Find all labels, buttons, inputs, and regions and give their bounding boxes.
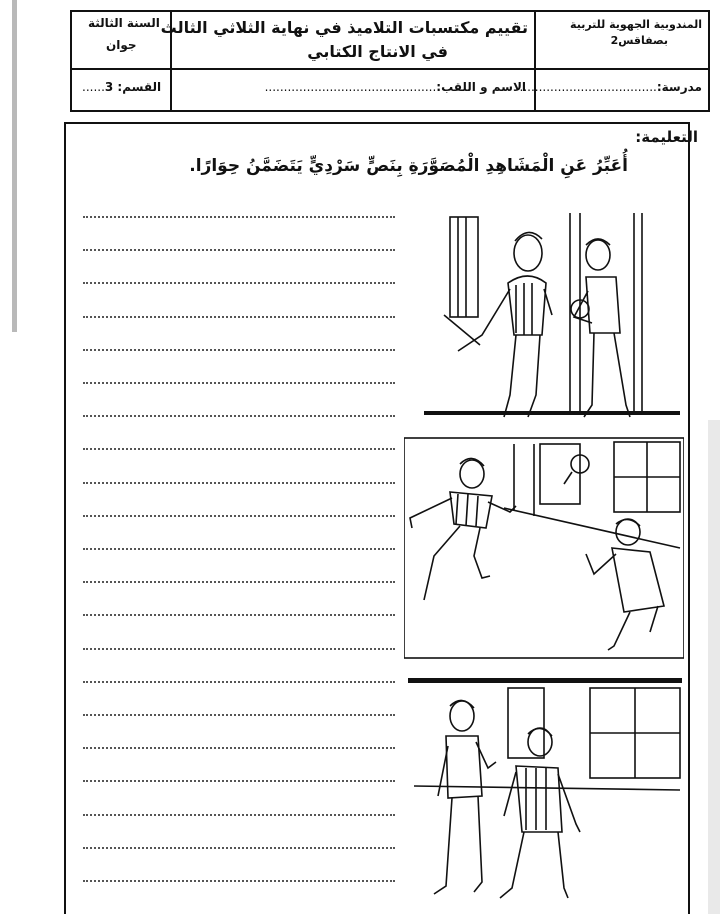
- writing-line[interactable]: [83, 780, 395, 782]
- writing-line[interactable]: [83, 415, 395, 417]
- month-label: جوان: [106, 38, 137, 52]
- directorate-line1: المندوبية الجهوية للتربية: [570, 18, 702, 31]
- instruction-text: أُعَبِّرُ عَنِ الْمَشَاهِدِ الْمُصَوَّرَةِ بِنَصٍّ سَرْدِيٍّ يَتَضَمَّنُ حِوَارًا.: [189, 156, 628, 176]
- writing-line[interactable]: [83, 382, 395, 384]
- picture-scene-2: [404, 436, 684, 660]
- writing-line[interactable]: [83, 316, 395, 318]
- name-field[interactable]: [265, 80, 526, 94]
- exam-title: تقييم مكتسبات التلاميذ في نهاية الثلاثي الثالث: [160, 18, 528, 37]
- class-dots: ......: [82, 80, 105, 94]
- writing-line[interactable]: [83, 747, 395, 749]
- writing-line[interactable]: [83, 216, 395, 218]
- writing-line[interactable]: [83, 448, 395, 450]
- writing-line[interactable]: [83, 814, 395, 816]
- writing-line[interactable]: [83, 548, 395, 550]
- writing-line[interactable]: [83, 880, 395, 882]
- writing-line[interactable]: [83, 249, 395, 251]
- instruction-label: التعليمة:: [635, 128, 698, 146]
- writing-line[interactable]: [83, 847, 395, 849]
- name-label: الاسم و اللقب:: [436, 80, 526, 94]
- scene-1-illustration: [420, 205, 686, 427]
- name-dots: .............................................: [264, 80, 437, 94]
- exam-subtitle: في الانتاج الكتابي: [307, 42, 448, 61]
- writing-line[interactable]: [83, 648, 395, 650]
- writing-line[interactable]: [83, 581, 395, 583]
- writing-line[interactable]: [83, 482, 395, 484]
- writing-line[interactable]: [83, 282, 395, 284]
- picture-scene-1: [420, 205, 686, 427]
- level-label: السنة الثالثة: [88, 16, 160, 30]
- header-col-divider-2: [534, 12, 536, 112]
- school-field[interactable]: [520, 80, 702, 94]
- scan-edge-left: [12, 0, 17, 332]
- writing-line[interactable]: [83, 681, 395, 683]
- scene-2-illustration: [404, 436, 684, 660]
- writing-line[interactable]: [83, 714, 395, 716]
- scan-edge-right: [708, 420, 720, 914]
- writing-lines[interactable]: [83, 208, 395, 898]
- writing-line[interactable]: [83, 349, 395, 351]
- header-divider: [72, 68, 708, 70]
- directorate-line2: بصفاقس2: [610, 34, 668, 47]
- class-label: القسم: 3: [104, 80, 162, 94]
- class-field[interactable]: [82, 80, 161, 94]
- school-dots: ....................................: [519, 80, 657, 94]
- scene-3-illustration: [404, 676, 684, 904]
- picture-scene-3: [404, 676, 684, 904]
- school-label: مدرسة:: [656, 80, 702, 94]
- writing-line[interactable]: [83, 515, 395, 517]
- header-table: [70, 10, 710, 112]
- writing-line[interactable]: [83, 614, 395, 616]
